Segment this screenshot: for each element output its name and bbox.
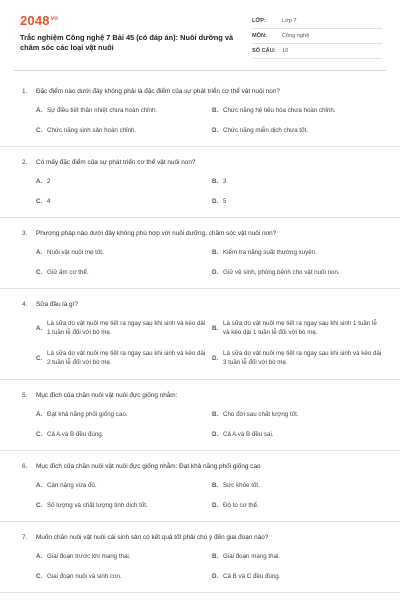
answer-letter: B. [212, 106, 219, 114]
answer-letter: D. [212, 197, 219, 205]
answer-text: Cả B và C đều đúng. [223, 572, 281, 580]
answer-letter: A. [36, 248, 43, 256]
answer-options [22, 171, 382, 211]
answer-option[interactable] [212, 495, 382, 515]
answer-options [22, 242, 382, 282]
meta-label: LỚP: [252, 18, 266, 24]
answer-text: Cân nặng vừa đủ. [47, 481, 97, 489]
logo-text: 2048 [20, 13, 50, 28]
question-prompt: Có mấy đặc điểm của sự phát triển cơ thể vật nuôi non? [36, 158, 196, 166]
answer-text: Đạt khả năng phối giống cao. [47, 410, 128, 418]
answer-letter: A. [36, 177, 43, 185]
question-text [22, 82, 382, 100]
answer-option[interactable] [36, 262, 206, 282]
answer-letter: D. [212, 268, 219, 276]
meta-label: MÔN: [252, 33, 267, 39]
answer-text: Giai đoạn trước khi mang thai. [47, 552, 131, 560]
question-prompt: Sữa đầu là gì? [36, 300, 78, 308]
site-logo[interactable] [20, 13, 58, 28]
meta-value: 10 [282, 48, 289, 54]
answer-option[interactable] [36, 242, 206, 262]
answer-letter: C. [36, 501, 43, 509]
answer-letter: A. [36, 481, 43, 489]
answer-option[interactable] [36, 566, 206, 586]
answer-option[interactable] [212, 120, 382, 140]
answer-text: Cả A và B đều đúng. [47, 430, 104, 438]
answer-option[interactable] [212, 424, 382, 444]
answer-text: Giữ ấm cơ thể. [47, 268, 89, 276]
question-prompt: Phương pháp nào dưới đây không phù hợp với nuôi dưỡng, chăm sóc vật nuôi non? [36, 229, 277, 237]
question-text [22, 386, 382, 404]
meta-row-class [252, 14, 382, 29]
answer-options [22, 404, 382, 444]
answer-text: Chức năng sinh sản hoàn chỉnh. [47, 126, 137, 134]
answer-option[interactable] [36, 343, 206, 373]
answer-text: Sự điều tiết thân nhiệt chưa hoàn chỉnh. [47, 106, 158, 114]
answer-text: 3 [223, 177, 227, 185]
answer-letter: B. [212, 410, 219, 418]
answer-text: Chức năng hệ tiêu hóa chưa hoàn chỉnh. [223, 106, 336, 114]
answer-letter: D. [212, 126, 219, 134]
answer-text: Là sữa do vật nuôi mẹ tiết ra ngay sau khi sinh 1 tuần lễ và kéo dài 1 tuần lễ đối với bò mẹ. [223, 320, 377, 336]
answer-text: Sức khỏe tốt. [223, 481, 260, 489]
question-block [0, 218, 400, 289]
answer-option[interactable] [212, 343, 382, 373]
answer-option[interactable] [212, 313, 382, 343]
question-list [0, 76, 400, 593]
answer-options [22, 100, 382, 140]
answer-text: Giai đoạn nuôi và sinh con. [47, 572, 122, 580]
question-text [22, 224, 382, 242]
answer-option[interactable] [212, 546, 382, 566]
answer-option[interactable] [212, 475, 382, 495]
meta-value: Lớp 7 [282, 18, 297, 24]
question-number: 3. [22, 229, 28, 237]
answer-text: Giữ vệ sinh, phòng bệnh cho vật nuôi non. [223, 268, 340, 276]
answer-option[interactable] [36, 120, 206, 140]
question-text [22, 153, 382, 171]
answer-letter: D. [212, 572, 219, 580]
answer-option[interactable] [36, 424, 206, 444]
answer-options [22, 475, 382, 515]
question-number: 2. [22, 158, 28, 166]
meta-row-question-count [252, 44, 382, 59]
answer-letter: B. [212, 481, 219, 489]
answer-option[interactable] [36, 475, 206, 495]
question-number: 4. [22, 300, 28, 308]
answer-text: Chức năng miễn dịch chưa tốt. [223, 126, 308, 134]
answer-text: Độ to cơ thể. [223, 501, 259, 509]
question-block [0, 147, 400, 218]
answer-text: 2 [47, 177, 51, 185]
answer-option[interactable] [36, 191, 206, 211]
answer-letter: B. [212, 324, 219, 332]
answer-text: Kiểm tra năng suất thường xuyên. [223, 248, 317, 256]
meta-row-subject [252, 29, 382, 44]
answer-letter: C. [36, 572, 43, 580]
question-text [22, 295, 382, 313]
answer-option[interactable] [36, 546, 206, 566]
answer-letter: D. [212, 354, 219, 362]
question-prompt: Mục đích của chăn nuôi vật nuôi đực giống nhằm: Đạt khả năng phối giống cao [36, 462, 261, 470]
answer-option[interactable] [212, 262, 382, 282]
page-header [0, 0, 400, 66]
page-title: Trắc nghiệm Công nghệ 7 Bài 45 (có đáp án): Nuôi dưỡng và chăm sóc các loại vật nuôi [20, 33, 234, 52]
answer-option[interactable] [36, 100, 206, 120]
question-block [0, 289, 400, 380]
question-text [22, 457, 382, 475]
answer-text: Giai đoạn mang thai. [223, 552, 281, 560]
answer-text: Là sữa do vật nuôi mẹ tiết ra ngay sau khi sinh và kéo dài 1 tuần lễ đối với bò mẹ. [47, 320, 206, 336]
answer-letter: C. [36, 197, 43, 205]
question-prompt: Muốn chăn nuôi vật nuôi cái sinh sản có kết quả tốt phải chú ý đến giai đoạn nào? [36, 533, 269, 541]
answer-text: 5 [223, 197, 227, 205]
answer-letter: A. [36, 324, 43, 332]
answer-options [22, 546, 382, 586]
answer-text: Là sữa do vật nuôi mẹ tiết ra ngay sau khi sinh và kéo dài 3 tuần lễ đối với bò mẹ. [223, 350, 382, 366]
answer-text: 4 [47, 197, 51, 205]
answer-option[interactable] [36, 495, 206, 515]
question-block [0, 451, 400, 522]
answer-letter: B. [212, 177, 219, 185]
question-block [0, 76, 400, 147]
question-prompt: Đặc điểm nào dưới đây không phải là đặc điểm của sự phát triển cơ thể vật nuôi non? [36, 87, 280, 95]
meta-info-table [252, 14, 382, 59]
answer-letter: A. [36, 106, 43, 114]
meta-label: SỐ CÂU: [252, 48, 276, 54]
question-prompt: Mục đích của chăn nuôi vật nuôi đực giống nhằm: [36, 391, 178, 399]
answer-text: Nuôi vật nuôi mẹ tốt. [47, 248, 104, 256]
answer-letter: C. [36, 354, 43, 362]
answer-letter: C. [36, 268, 43, 276]
question-number: 6. [22, 462, 28, 470]
answer-text: Cả A và B đều sai. [223, 430, 274, 438]
answer-letter: D. [212, 501, 219, 509]
answer-option[interactable] [212, 191, 382, 211]
answer-options [22, 313, 382, 373]
answer-letter: C. [36, 126, 43, 134]
answer-text: Cho đời sau chất lượng tốt. [223, 410, 299, 418]
answer-option[interactable] [212, 171, 382, 191]
answer-letter: B. [212, 248, 219, 256]
answer-option[interactable] [212, 404, 382, 424]
answer-option[interactable] [36, 171, 206, 191]
answer-letter: D. [212, 430, 219, 438]
question-number: 1. [22, 87, 28, 95]
logo-suffix: vn [50, 15, 59, 22]
answer-option[interactable] [212, 100, 382, 120]
answer-option[interactable] [36, 404, 206, 424]
question-number: 5. [22, 391, 28, 399]
question-text [22, 528, 382, 546]
meta-value: Công nghệ [282, 33, 310, 39]
answer-letter: C. [36, 430, 43, 438]
answer-letter: B. [212, 552, 219, 560]
answer-option[interactable] [212, 242, 382, 262]
answer-text: Là sữa do vật nuôi mẹ tiết ra ngay sau khi sinh và kéo dài 2 tuần lễ đối với bò mẹ. [47, 350, 206, 366]
question-block [0, 522, 400, 593]
question-block [0, 380, 400, 451]
answer-option[interactable] [36, 313, 206, 343]
answer-option[interactable] [212, 566, 382, 586]
answer-letter: A. [36, 410, 43, 418]
question-number: 7. [22, 533, 28, 541]
answer-text: Số lượng và chất lượng tinh dịch tốt. [47, 501, 148, 509]
header-divider [14, 70, 386, 71]
answer-letter: A. [36, 552, 43, 560]
